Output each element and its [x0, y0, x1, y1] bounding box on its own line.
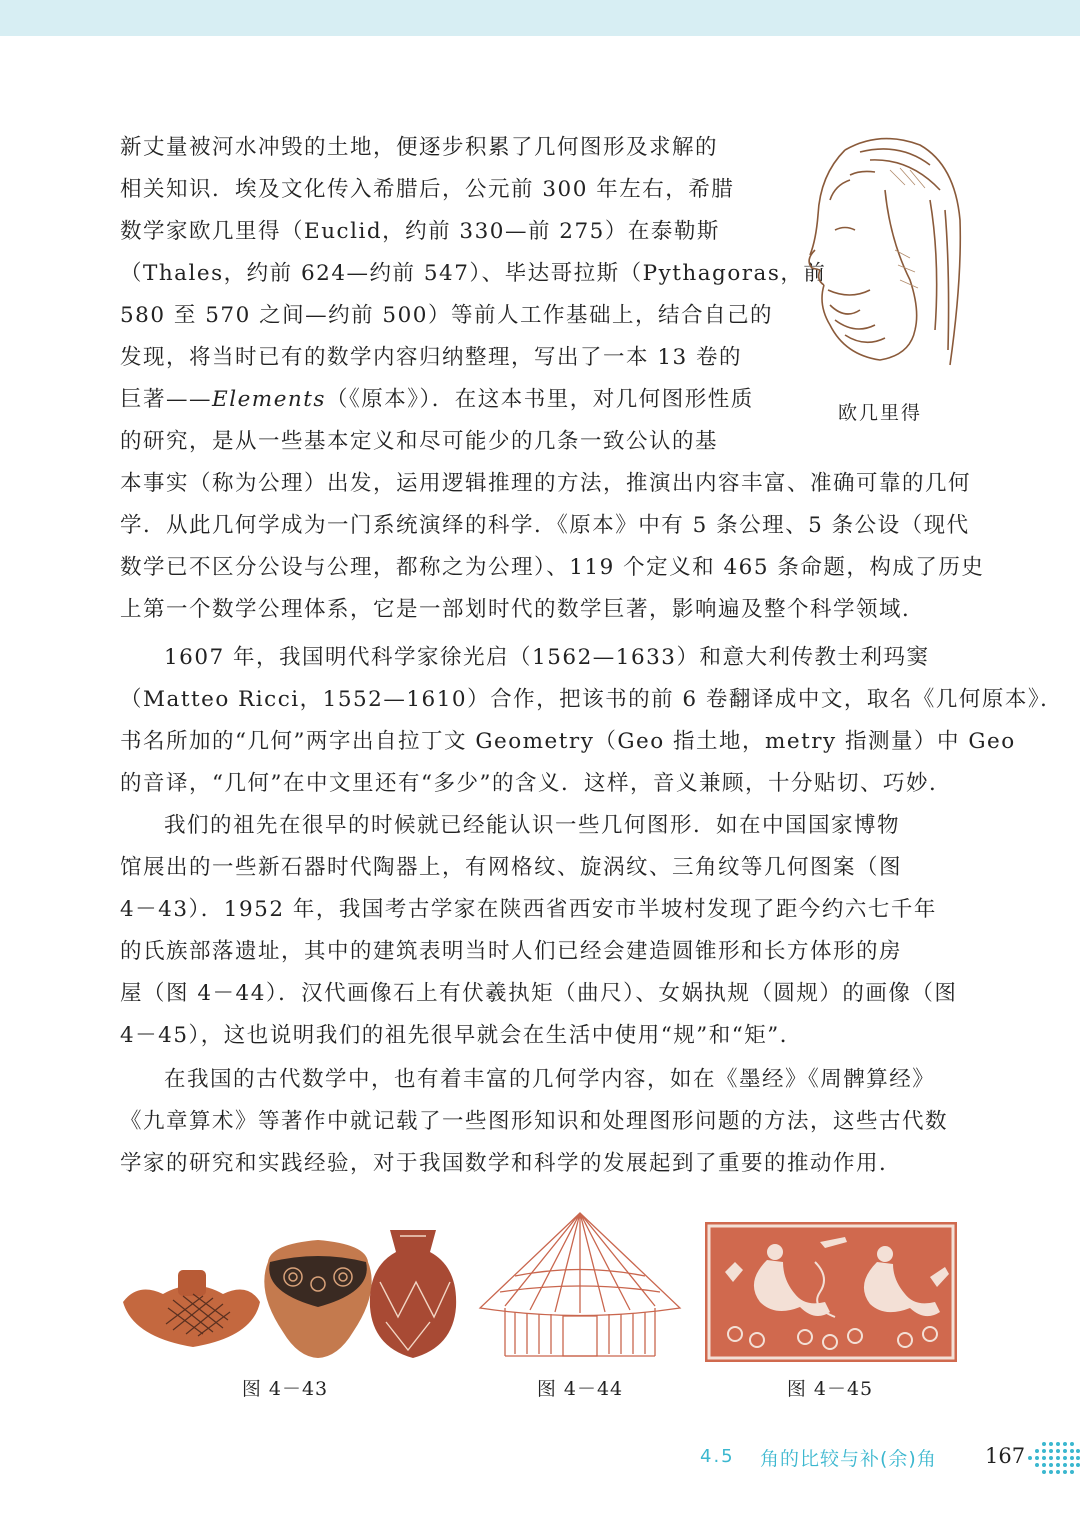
text-line: 上第一个数学公理体系，它是一部划时代的数学巨著，影响遍及整个科学领域． [120, 597, 926, 622]
figure-conical-hut [475, 1208, 685, 1363]
text-segment: 巨著—— [120, 387, 213, 412]
text-line: 数学家欧几里得（Euclid，约前 330—前 275）在泰勒斯 [120, 219, 720, 244]
euclid-portrait [790, 130, 970, 370]
text-line: 数学已不区分公设与公理，都称之为公理）、119 个定义和 465 条命题，构成了历史 [120, 555, 985, 580]
figure-pottery [118, 1222, 463, 1362]
footer-section-number: 4.5 [700, 1446, 735, 1467]
text-line: 《九章算术》等著作中就记载了一些图形知识和处理图形问题的方法，这些古代数 [120, 1109, 949, 1134]
triangle-vase [370, 1230, 456, 1358]
boat-pot [123, 1270, 260, 1347]
text-segment: （《原本》）．在这本书里，对几何图形性质 [325, 387, 754, 412]
spiral-jar [264, 1240, 371, 1358]
text-line: 580 至 570 之间—约前 500）等前人工作基础上，结合自己的 [120, 303, 773, 328]
text-line: 新丈量被河水冲毁的土地，便逐步积累了几何图形及求解的 [120, 135, 719, 160]
elements-italic: Elements [212, 387, 326, 412]
paragraph-xu-guangqi [120, 637, 1064, 805]
decorative-dots-icon [1025, 1438, 1080, 1478]
text-line: 在我国的古代数学中，也有着丰富的几何学内容，如在《墨经》《周髀算经》 [164, 1067, 936, 1092]
figure-caption-4-43: 图 4－43 [241, 1378, 329, 1400]
text-line: 我们的祖先在很早的时候就已经能认识一些几何图形．如在中国国家博物 [164, 813, 901, 838]
figure-caption-4-45: 图 4－45 [786, 1378, 874, 1400]
text-line: 馆展出的一些新石器时代陶器上，有网格纹、旋涡纹、三角纹等几何图案（图 [120, 855, 903, 880]
text-line [120, 379, 754, 421]
text-line: 本事实（称为公理）出发，运用逻辑推理的方法，推演出内容丰富、准确可靠的几何 [120, 471, 972, 496]
top-color-band [0, 0, 1080, 36]
text-line: （Matteo Ricci，1552—1610）合作，把该书的前 6 卷翻译成中文，取名《几何原本》． [120, 687, 1064, 712]
footer-section-title: 角的比较与补(余)角 [760, 1448, 937, 1470]
text-line: 相关知识．埃及文化传入希腊后，公元前 300 年左右，希腊 [120, 177, 735, 202]
text-line: 书名所加的“几何”两字出自拉丁文 Geometry（Geo 指土地，metry 指测量）中 Geo [120, 729, 1016, 754]
text-line: 4－43）．1952 年，我国考古学家在陕西省西安市半坡村发现了距今约六七千年 [120, 897, 937, 922]
paragraph-ancestors [120, 805, 970, 1057]
text-line: 的氏族部落遗址，其中的建筑表明当时人们已经会建造圆锥形和长方体形的房 [120, 939, 903, 964]
text-line: 的音译，“几何”在中文里还有“多少”的含义．这样，音义兼顾，十分贴切、巧妙． [120, 771, 952, 796]
text-line: 的研究，是从一些基本定义和尽可能少的几条一致公认的基 [120, 429, 719, 454]
page-number: 167 [985, 1444, 1026, 1468]
text-line: 发现，将当时已有的数学内容归纳整理，写出了一本 13 卷的 [120, 345, 743, 370]
text-line: （Thales，约前 624—约前 547）、毕达哥拉斯（Pythagoras，前 [120, 261, 827, 286]
paragraph-ancient-math [120, 1059, 970, 1185]
text-line: 4－45），这也说明我们的祖先很早就会在生活中使用“规”和“矩”． [120, 1023, 803, 1048]
figure-han-relief [705, 1222, 957, 1362]
text-line: 1607 年，我国明代科学家徐光启（1562—1633）和意大利传教士利玛窦 [164, 645, 930, 670]
text-line: 屋（图 4－44）．汉代画像石上有伏羲执矩（曲尺）、女娲执规（圆规）的画像（图 [120, 981, 958, 1006]
text-line: 学家的研究和实践经验，对于我国数学和科学的发展起到了重要的推动作用． [120, 1151, 903, 1176]
figure-caption-4-44: 图 4－44 [536, 1378, 624, 1400]
portrait-caption: 欧几里得 [837, 402, 922, 424]
text-line: 学．从此几何学成为一门系统演绎的科学．《原本》中有 5 条公理、5 条公设（现代 [120, 513, 970, 538]
